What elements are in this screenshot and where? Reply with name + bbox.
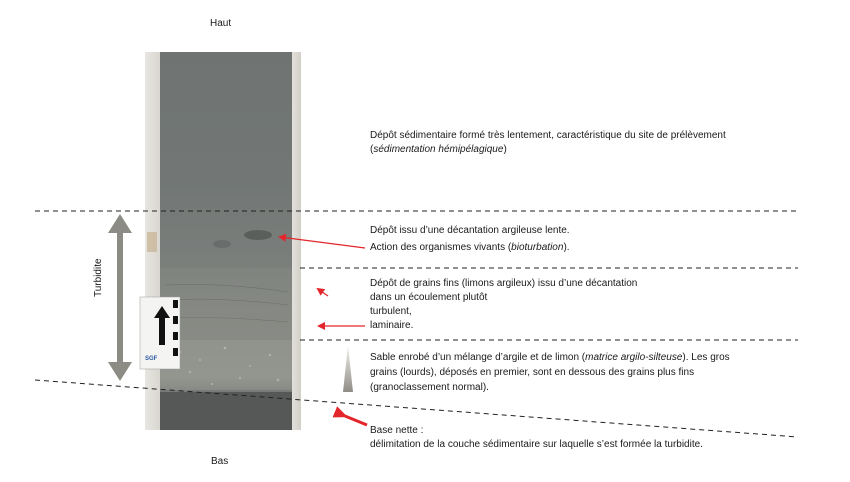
base-pointer <box>345 416 367 425</box>
bottom-label: Bas <box>211 456 229 467</box>
base-annotation: Base nette : délimitation de la couche sédimentaire sur laquelle s’est formée la turbidite. <box>370 425 703 450</box>
clay-annotation: Dépôt issu d’une décantation argileuse lente. Action des organismes vivants (bioturbation). <box>370 225 570 253</box>
hemipelagic-annotation: Dépôt sédimentaire formé très lentement, caractéristique du site de prélèvement (sédimentation hémipélagique) <box>370 130 726 155</box>
bioturbation-spot <box>244 230 272 240</box>
top-label: Haut <box>210 18 232 29</box>
turbulent-pointer <box>318 289 328 296</box>
grading-wedge-icon <box>343 345 353 392</box>
turbidite-arrow-icon <box>108 214 132 381</box>
sand-annotation: Sable enrobé d’un mélange d’argile et de limon (matrice argilo-silteuse). Les gros grains (lourds), déposés en premier, sont en dessous des grains plus fins (granoclassement normal). <box>370 352 730 393</box>
sediment-core <box>145 52 301 430</box>
turbidite-label: Turbidite <box>93 258 104 297</box>
sgf-logo: SGF <box>145 356 158 362</box>
silt-annotation: Dépôt de grains fins (limons argileux) issu d’une décantation dans un écoulement plutôt turbulent, laminaire. <box>370 278 638 331</box>
